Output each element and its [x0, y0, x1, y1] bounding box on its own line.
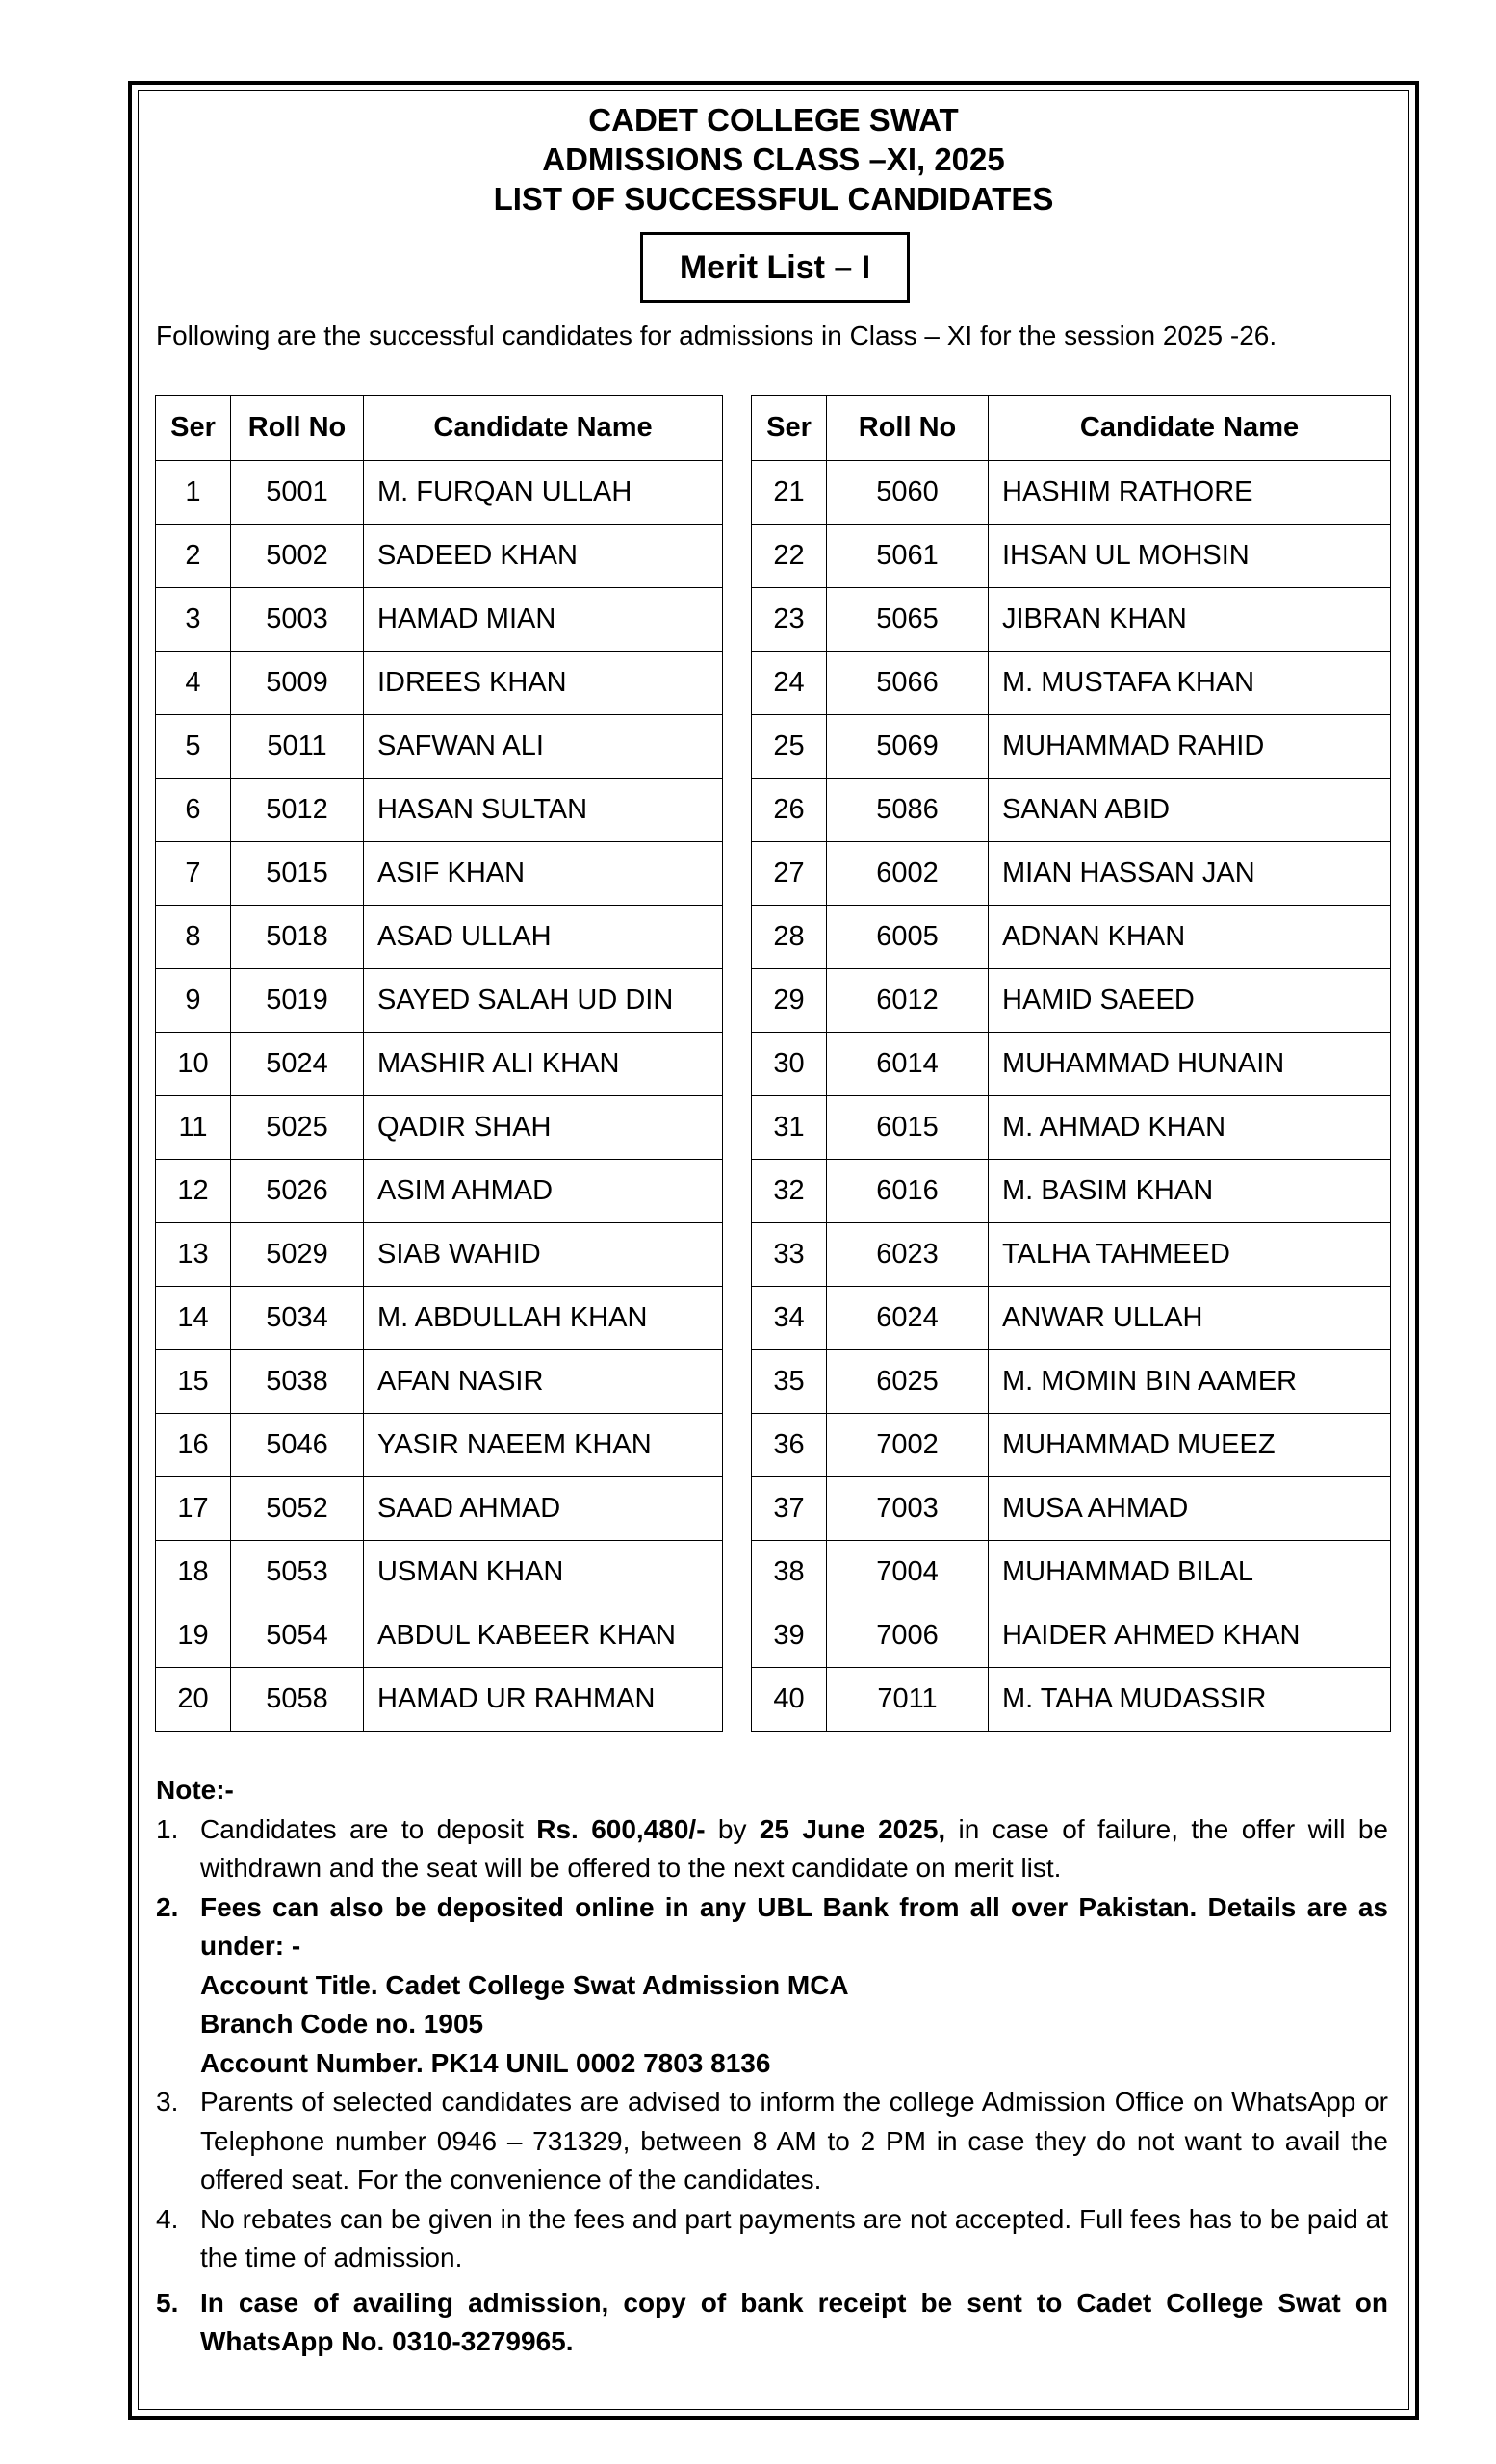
- cell-candidate-name: IHSAN UL MOHSIN: [989, 525, 1391, 588]
- cell-ser: 1: [156, 461, 231, 525]
- admissions-title: ADMISSIONS CLASS –XI, 2025: [542, 141, 1005, 177]
- cell-roll-no: 5015: [231, 842, 364, 906]
- cell-roll-no: 7011: [827, 1668, 989, 1732]
- cell-ser: 9: [156, 969, 231, 1033]
- note-number: 4.: [156, 2203, 179, 2234]
- note-text-main: Fees can also be deposited online in any UBL Bank from all over Pakistan. Details are as under: -: [200, 1891, 1388, 1961]
- table-row: [752, 1414, 1391, 1477]
- table-header-row: [752, 396, 1391, 461]
- cell-ser: 37: [752, 1477, 827, 1541]
- cell-roll-no: 6015: [827, 1096, 989, 1160]
- cell-roll-no: 5046: [231, 1414, 364, 1477]
- note-item-3: [156, 2083, 1388, 2200]
- cell-candidate-name: ASAD ULLAH: [364, 906, 723, 969]
- table-row: [156, 1287, 723, 1350]
- cell-candidate-name: MIAN HASSAN JAN: [989, 842, 1391, 906]
- cell-ser: 22: [752, 525, 827, 588]
- cell-candidate-name: MUHAMMAD BILAL: [989, 1541, 1391, 1604]
- table-row: [156, 1096, 723, 1160]
- cell-candidate-name: HASHIM RATHORE: [989, 461, 1391, 525]
- note-text: [200, 1810, 1388, 1888]
- cell-roll-no: 6023: [827, 1223, 989, 1287]
- table-row: [156, 588, 723, 652]
- cell-ser: 28: [752, 906, 827, 969]
- cell-roll-no: 5019: [231, 969, 364, 1033]
- cell-candidate-name: JIBRAN KHAN: [989, 588, 1391, 652]
- cell-roll-no: 5034: [231, 1287, 364, 1350]
- cell-roll-no: 5012: [231, 779, 364, 842]
- merit-table-right: [751, 395, 1391, 1732]
- cell-candidate-name: M. BASIM KHAN: [989, 1160, 1391, 1223]
- note-text: In case of availing admission, copy of bank receipt be sent to Cadet College Swat on WhatsApp No. 0310-3279965.: [200, 2287, 1388, 2356]
- cell-candidate-name: MUHAMMAD RAHID: [989, 715, 1391, 779]
- table-row: [752, 1033, 1391, 1096]
- table-row: [156, 715, 723, 779]
- cell-candidate-name: ADNAN KHAN: [989, 906, 1391, 969]
- note-item-5: [156, 2284, 1388, 2362]
- table-row: [752, 842, 1391, 906]
- cell-candidate-name: M. ABDULLAH KHAN: [364, 1287, 723, 1350]
- table-row: [156, 842, 723, 906]
- cell-candidate-name: MUSA AHMAD: [989, 1477, 1391, 1541]
- cell-ser: 27: [752, 842, 827, 906]
- cell-ser: 19: [156, 1604, 231, 1668]
- cell-ser: 11: [156, 1096, 231, 1160]
- cell-ser: 23: [752, 588, 827, 652]
- cell-ser: 39: [752, 1604, 827, 1668]
- cell-ser: 34: [752, 1287, 827, 1350]
- cell-candidate-name: YASIR NAEEM KHAN: [364, 1414, 723, 1477]
- table-row: [752, 1096, 1391, 1160]
- cell-roll-no: 5065: [827, 588, 989, 652]
- table-row: [156, 1541, 723, 1604]
- note-text-mid: by: [705, 1813, 760, 1844]
- merit-list-badge: [640, 232, 910, 303]
- table-row: [156, 1223, 723, 1287]
- cell-ser: 17: [156, 1477, 231, 1541]
- note-text: [200, 1888, 1388, 2084]
- note-number: 1.: [156, 1813, 179, 1844]
- cell-candidate-name: MUHAMMAD HUNAIN: [989, 1033, 1391, 1096]
- cell-roll-no: 5002: [231, 525, 364, 588]
- cell-ser: 6: [156, 779, 231, 842]
- notes-section: [156, 1771, 1388, 2362]
- table-row: [752, 1541, 1391, 1604]
- cell-roll-no: 7002: [827, 1414, 989, 1477]
- note-item-1: [156, 1810, 1388, 1888]
- table-row: [156, 779, 723, 842]
- deposit-amount: Rs. 600,480/-: [536, 1813, 706, 1844]
- note-number: 3.: [156, 2087, 179, 2117]
- table-row: [156, 1414, 723, 1477]
- cell-candidate-name: QADIR SHAH: [364, 1096, 723, 1160]
- table-row: [156, 1668, 723, 1732]
- table-row: [752, 969, 1391, 1033]
- cell-roll-no: 7006: [827, 1604, 989, 1668]
- cell-roll-no: 5001: [231, 461, 364, 525]
- column-header-candidate-name: Candidate Name: [989, 396, 1391, 461]
- cell-candidate-name: M. MUSTAFA KHAN: [989, 652, 1391, 715]
- cell-candidate-name: HAMID SAEED: [989, 969, 1391, 1033]
- cell-candidate-name: TALHA TAHMEED: [989, 1223, 1391, 1287]
- cell-ser: 26: [752, 779, 827, 842]
- cell-roll-no: 7004: [827, 1541, 989, 1604]
- table-body-left: [156, 461, 723, 1732]
- table-header-row: [156, 396, 723, 461]
- cell-roll-no: 6014: [827, 1033, 989, 1096]
- cell-candidate-name: MUHAMMAD MUEEZ: [989, 1414, 1391, 1477]
- table-row: [752, 461, 1391, 525]
- cell-ser: 16: [156, 1414, 231, 1477]
- cell-ser: 31: [752, 1096, 827, 1160]
- cell-candidate-name: IDREES KHAN: [364, 652, 723, 715]
- table-row: [752, 652, 1391, 715]
- cell-ser: 15: [156, 1350, 231, 1414]
- cell-candidate-name: HASAN SULTAN: [364, 779, 723, 842]
- column-header-roll-no: Roll No: [827, 396, 989, 461]
- cell-ser: 25: [752, 715, 827, 779]
- cell-ser: 10: [156, 1033, 231, 1096]
- table-row: [156, 1033, 723, 1096]
- merit-list-label: Merit List – I: [679, 248, 871, 286]
- note-number: 2.: [156, 1891, 179, 1922]
- cell-candidate-name: SADEED KHAN: [364, 525, 723, 588]
- document-header: [138, 100, 1409, 218]
- table-row: [752, 588, 1391, 652]
- cell-candidate-name: USMAN KHAN: [364, 1541, 723, 1604]
- cell-roll-no: 5003: [231, 588, 364, 652]
- cell-ser: 36: [752, 1414, 827, 1477]
- cell-roll-no: 6012: [827, 969, 989, 1033]
- cell-candidate-name: SAFWAN ALI: [364, 715, 723, 779]
- cell-ser: 30: [752, 1033, 827, 1096]
- cell-roll-no: 5025: [231, 1096, 364, 1160]
- table-row: [156, 1604, 723, 1668]
- column-header-candidate-name: Candidate Name: [364, 396, 723, 461]
- cell-ser: 14: [156, 1287, 231, 1350]
- cell-ser: 33: [752, 1223, 827, 1287]
- cell-candidate-name: ANWAR ULLAH: [989, 1287, 1391, 1350]
- cell-candidate-name: M. TAHA MUDASSIR: [989, 1668, 1391, 1732]
- cell-roll-no: 5053: [231, 1541, 364, 1604]
- cell-candidate-name: ASIM AHMAD: [364, 1160, 723, 1223]
- branch-code: Branch Code no. 1905: [200, 2009, 484, 2039]
- cell-roll-no: 5066: [827, 652, 989, 715]
- table-row: [156, 969, 723, 1033]
- college-name: CADET COLLEGE SWAT: [588, 102, 959, 138]
- cell-ser: 7: [156, 842, 231, 906]
- cell-ser: 20: [156, 1668, 231, 1732]
- cell-ser: 3: [156, 588, 231, 652]
- note-text-post: in case of failure, the offer will be withdrawn and the seat will be offered to the next candidate on merit list.: [200, 1813, 1388, 1883]
- list-title: LIST OF SUCCESSFUL CANDIDATES: [493, 181, 1054, 217]
- cell-roll-no: 5086: [827, 779, 989, 842]
- note-text: Parents of selected candidates are advised to inform the college Admission Office on WhatsApp or Telephone number 0946 – 731329, between 8 AM to 2 PM in case they do not want to avail the offered seat. For the convenience of the candidates.: [200, 2087, 1388, 2194]
- cell-roll-no: 6016: [827, 1160, 989, 1223]
- cell-candidate-name: ASIF KHAN: [364, 842, 723, 906]
- table-row: [156, 906, 723, 969]
- column-header-ser: Ser: [156, 396, 231, 461]
- table-body-right: [752, 461, 1391, 1732]
- cell-ser: 38: [752, 1541, 827, 1604]
- note-number: 5.: [156, 2287, 179, 2318]
- cell-ser: 5: [156, 715, 231, 779]
- cell-candidate-name: M. FURQAN ULLAH: [364, 461, 723, 525]
- cell-roll-no: 6024: [827, 1287, 989, 1350]
- cell-ser: 13: [156, 1223, 231, 1287]
- cell-roll-no: 6002: [827, 842, 989, 906]
- cell-ser: 12: [156, 1160, 231, 1223]
- cell-roll-no: 6005: [827, 906, 989, 969]
- cell-ser: 24: [752, 652, 827, 715]
- cell-roll-no: 6025: [827, 1350, 989, 1414]
- table-row: [752, 525, 1391, 588]
- cell-roll-no: 5011: [231, 715, 364, 779]
- cell-candidate-name: M. AHMAD KHAN: [989, 1096, 1391, 1160]
- cell-roll-no: 5054: [231, 1604, 364, 1668]
- notes-heading: Note:-: [156, 1775, 234, 1805]
- table-row: [156, 1160, 723, 1223]
- cell-roll-no: 5069: [827, 715, 989, 779]
- cell-candidate-name: ABDUL KABEER KHAN: [364, 1604, 723, 1668]
- merit-table-left: [155, 395, 723, 1732]
- cell-ser: 8: [156, 906, 231, 969]
- column-header-ser: Ser: [752, 396, 827, 461]
- column-header-roll-no: Roll No: [231, 396, 364, 461]
- table-row: [752, 1287, 1391, 1350]
- note-text: No rebates can be given in the fees and part payments are not accepted. Full fees has to be paid at the time of admission.: [200, 2203, 1388, 2272]
- cell-ser: 35: [752, 1350, 827, 1414]
- table-row: [752, 779, 1391, 842]
- table-row: [752, 906, 1391, 969]
- cell-candidate-name: AFAN NASIR: [364, 1350, 723, 1414]
- cell-candidate-name: MASHIR ALI KHAN: [364, 1033, 723, 1096]
- note-item-2: [156, 1888, 1388, 2084]
- table-row: [156, 652, 723, 715]
- table-row: [752, 1668, 1391, 1732]
- cell-roll-no: 5058: [231, 1668, 364, 1732]
- table-row: [752, 715, 1391, 779]
- cell-roll-no: 5029: [231, 1223, 364, 1287]
- table-row: [752, 1350, 1391, 1414]
- cell-candidate-name: SAYED SALAH UD DIN: [364, 969, 723, 1033]
- cell-roll-no: 5052: [231, 1477, 364, 1541]
- cell-candidate-name: M. MOMIN BIN AAMER: [989, 1350, 1391, 1414]
- table-row: [752, 1223, 1391, 1287]
- cell-roll-no: 5026: [231, 1160, 364, 1223]
- table-row: [156, 1477, 723, 1541]
- cell-candidate-name: HAMAD MIAN: [364, 588, 723, 652]
- note-text-pre: Candidates are to deposit: [200, 1813, 537, 1844]
- cell-candidate-name: HAIDER AHMED KHAN: [989, 1604, 1391, 1668]
- cell-ser: 21: [752, 461, 827, 525]
- cell-candidate-name: SAAD AHMAD: [364, 1477, 723, 1541]
- account-number: Account Number. PK14 UNIL 0002 7803 8136: [200, 2047, 771, 2078]
- cell-ser: 32: [752, 1160, 827, 1223]
- table-row: [752, 1160, 1391, 1223]
- table-row: [156, 1350, 723, 1414]
- cell-roll-no: 7003: [827, 1477, 989, 1541]
- cell-ser: 4: [156, 652, 231, 715]
- deposit-deadline: 25 June 2025,: [759, 1813, 946, 1844]
- table-row: [156, 461, 723, 525]
- cell-ser: 18: [156, 1541, 231, 1604]
- cell-ser: 2: [156, 525, 231, 588]
- cell-roll-no: 5024: [231, 1033, 364, 1096]
- cell-roll-no: 5018: [231, 906, 364, 969]
- cell-roll-no: 5038: [231, 1350, 364, 1414]
- cell-candidate-name: SANAN ABID: [989, 779, 1391, 842]
- intro-text: Following are the successful candidates for admissions in Class – XI for the session 2025 -26.: [156, 321, 1277, 350]
- account-title: Account Title. Cadet College Swat Admission MCA: [200, 1969, 849, 2000]
- cell-ser: 40: [752, 1668, 827, 1732]
- note-item-4: [156, 2200, 1388, 2278]
- table-row: [752, 1604, 1391, 1668]
- table-row: [156, 525, 723, 588]
- cell-roll-no: 5009: [231, 652, 364, 715]
- cell-roll-no: 5061: [827, 525, 989, 588]
- cell-roll-no: 5060: [827, 461, 989, 525]
- cell-candidate-name: SIAB WAHID: [364, 1223, 723, 1287]
- table-row: [752, 1477, 1391, 1541]
- cell-candidate-name: HAMAD UR RAHMAN: [364, 1668, 723, 1732]
- cell-ser: 29: [752, 969, 827, 1033]
